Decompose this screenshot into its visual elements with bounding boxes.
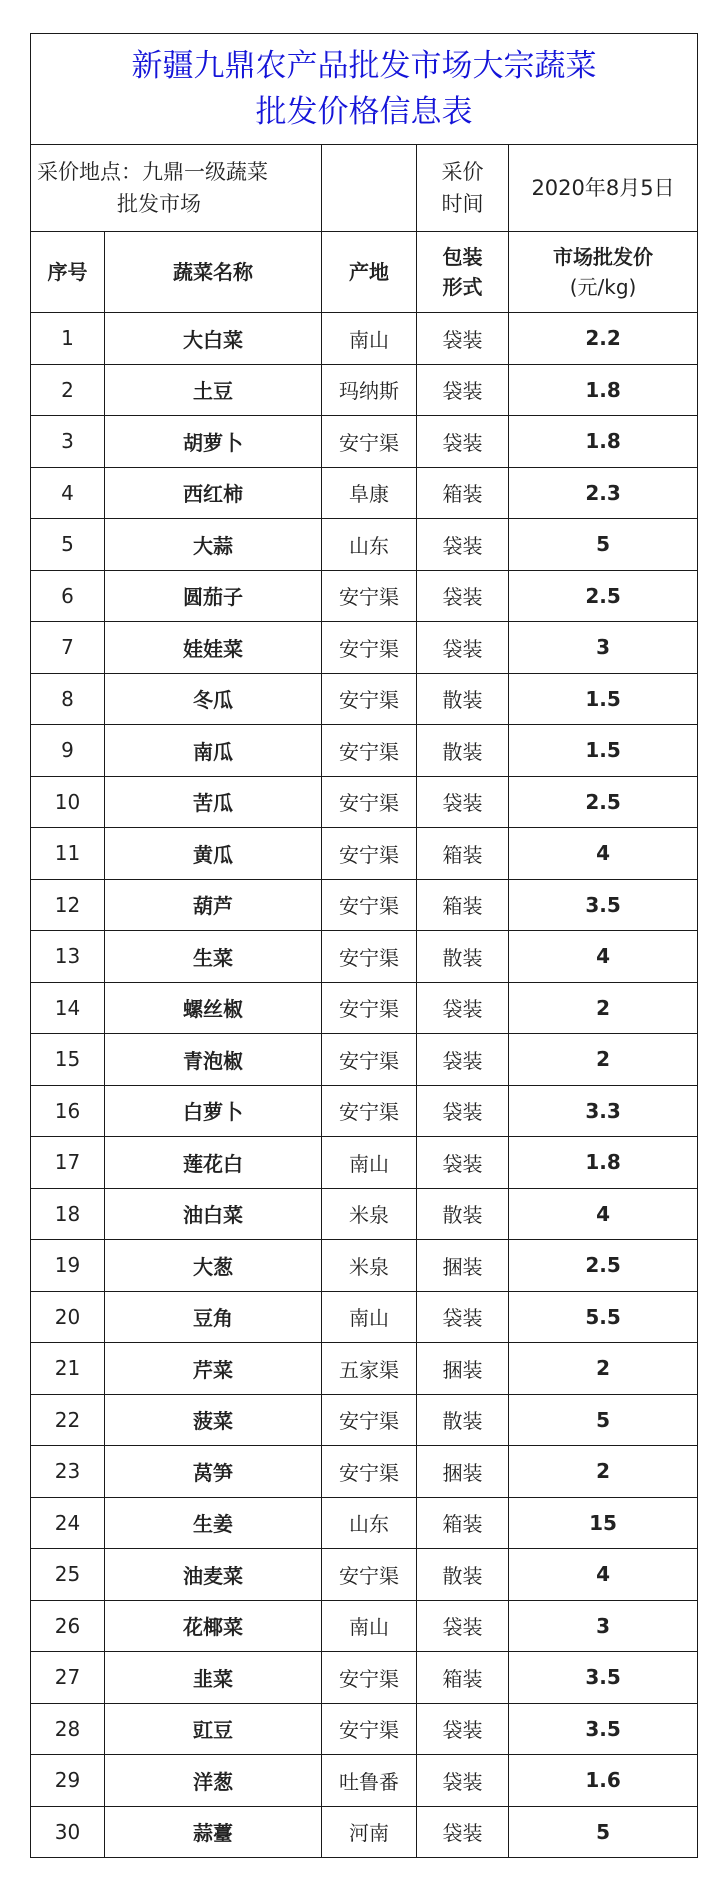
cell-packaging: 散装 (417, 1188, 509, 1240)
cell-seq: 3 (31, 416, 105, 468)
cell-vegetable-name: 苦瓜 (105, 776, 322, 828)
cell-vegetable-name: 黄瓜 (105, 828, 322, 880)
cell-seq: 19 (31, 1240, 105, 1292)
header-name: 蔬菜名称 (105, 232, 322, 313)
cell-price: 1.8 (509, 364, 698, 416)
cell-packaging: 袋装 (417, 416, 509, 468)
cell-vegetable-name: 莴笋 (105, 1446, 322, 1498)
cell-seq: 13 (31, 931, 105, 983)
cell-origin: 南山 (322, 1291, 417, 1343)
cell-packaging: 捆装 (417, 1343, 509, 1395)
table-row (31, 1085, 698, 1137)
cell-price: 15 (509, 1497, 698, 1549)
cell-vegetable-name: 螺丝椒 (105, 982, 322, 1034)
table-row (31, 1600, 698, 1652)
collection-place (31, 145, 322, 232)
cell-vegetable-name: 油麦菜 (105, 1549, 322, 1601)
cell-seq: 17 (31, 1137, 105, 1189)
cell-origin: 安宁渠 (322, 1549, 417, 1601)
cell-origin: 安宁渠 (322, 1652, 417, 1704)
cell-origin: 河南 (322, 1806, 417, 1858)
header-seq: 序号 (31, 232, 105, 313)
cell-origin: 南山 (322, 1600, 417, 1652)
header-price-line-1: 市场批发价 (553, 245, 654, 269)
cell-price: 2 (509, 1343, 698, 1395)
cell-price: 4 (509, 931, 698, 983)
cell-vegetable-name: 娃娃菜 (105, 622, 322, 674)
cell-seq: 11 (31, 828, 105, 880)
cell-origin: 安宁渠 (322, 1034, 417, 1086)
cell-seq: 24 (31, 1497, 105, 1549)
cell-origin: 阜康 (322, 467, 417, 519)
cell-vegetable-name: 白萝卜 (105, 1085, 322, 1137)
cell-origin: 安宁渠 (322, 828, 417, 880)
header-pack-line-2: 形式 (442, 275, 483, 299)
cell-seq: 5 (31, 519, 105, 571)
collection-place-line-2: 批发市场 (117, 192, 201, 216)
table-row (31, 1394, 698, 1446)
cell-vegetable-name: 花椰菜 (105, 1600, 322, 1652)
collection-time-label-line-2: 时间 (441, 192, 484, 216)
table-row (31, 1291, 698, 1343)
cell-packaging: 袋装 (417, 1034, 509, 1086)
cell-seq: 25 (31, 1549, 105, 1601)
cell-origin: 米泉 (322, 1240, 417, 1292)
table-row (31, 1755, 698, 1807)
table-row (31, 1343, 698, 1395)
cell-packaging: 袋装 (417, 570, 509, 622)
cell-price: 3.3 (509, 1085, 698, 1137)
cell-seq: 10 (31, 776, 105, 828)
cell-seq: 30 (31, 1806, 105, 1858)
cell-origin: 安宁渠 (322, 570, 417, 622)
table-row (31, 931, 698, 983)
cell-vegetable-name: 韭菜 (105, 1652, 322, 1704)
header-price-line-2: (元/kg) (569, 275, 637, 299)
table-row (31, 776, 698, 828)
cell-packaging: 捆装 (417, 1446, 509, 1498)
cell-origin: 玛纳斯 (322, 364, 417, 416)
cell-price: 3.5 (509, 1703, 698, 1755)
cell-price: 4 (509, 1549, 698, 1601)
cell-price: 5 (509, 519, 698, 571)
header-row (31, 232, 698, 313)
cell-price: 2.2 (509, 313, 698, 365)
price-table (30, 33, 698, 1858)
table-row (31, 416, 698, 468)
table-row (31, 1240, 698, 1292)
cell-origin: 米泉 (322, 1188, 417, 1240)
table-row (31, 1806, 698, 1858)
cell-packaging: 散装 (417, 1394, 509, 1446)
table-row (31, 725, 698, 777)
cell-seq: 16 (31, 1085, 105, 1137)
cell-seq: 27 (31, 1652, 105, 1704)
cell-packaging: 散装 (417, 725, 509, 777)
cell-packaging: 箱装 (417, 1497, 509, 1549)
table-row (31, 519, 698, 571)
cell-origin: 南山 (322, 313, 417, 365)
table-row (31, 467, 698, 519)
cell-price: 2 (509, 1034, 698, 1086)
table-row (31, 1497, 698, 1549)
cell-origin: 五家渠 (322, 1343, 417, 1395)
cell-price: 3.5 (509, 879, 698, 931)
cell-seq: 28 (31, 1703, 105, 1755)
cell-packaging: 袋装 (417, 1137, 509, 1189)
cell-seq: 14 (31, 982, 105, 1034)
header-price (509, 232, 698, 313)
cell-packaging: 袋装 (417, 1703, 509, 1755)
table-row (31, 828, 698, 880)
header-pack (417, 232, 509, 313)
cell-price: 4 (509, 1188, 698, 1240)
cell-vegetable-name: 莲花白 (105, 1137, 322, 1189)
cell-vegetable-name: 菠菜 (105, 1394, 322, 1446)
cell-vegetable-name: 生菜 (105, 931, 322, 983)
cell-price: 1.8 (509, 416, 698, 468)
cell-seq: 12 (31, 879, 105, 931)
cell-packaging: 袋装 (417, 622, 509, 674)
table-row (31, 1652, 698, 1704)
cell-origin: 山东 (322, 1497, 417, 1549)
cell-vegetable-name: 南瓜 (105, 725, 322, 777)
cell-packaging: 袋装 (417, 982, 509, 1034)
cell-seq: 20 (31, 1291, 105, 1343)
cell-packaging: 袋装 (417, 1291, 509, 1343)
cell-origin: 安宁渠 (322, 1085, 417, 1137)
cell-price: 2.5 (509, 776, 698, 828)
cell-vegetable-name: 生姜 (105, 1497, 322, 1549)
cell-seq: 1 (31, 313, 105, 365)
table-row (31, 879, 698, 931)
cell-vegetable-name: 葫芦 (105, 879, 322, 931)
cell-vegetable-name: 芹菜 (105, 1343, 322, 1395)
cell-packaging: 散装 (417, 1549, 509, 1601)
cell-packaging: 袋装 (417, 776, 509, 828)
cell-packaging: 袋装 (417, 364, 509, 416)
cell-origin: 安宁渠 (322, 776, 417, 828)
table-row (31, 982, 698, 1034)
cell-seq: 6 (31, 570, 105, 622)
cell-seq: 9 (31, 725, 105, 777)
cell-price: 1.5 (509, 725, 698, 777)
cell-price: 3 (509, 622, 698, 674)
cell-seq: 22 (31, 1394, 105, 1446)
cell-price: 1.6 (509, 1755, 698, 1807)
cell-price: 2.5 (509, 570, 698, 622)
info-blank-cell (322, 145, 417, 232)
cell-vegetable-name: 豆角 (105, 1291, 322, 1343)
cell-vegetable-name: 大蒜 (105, 519, 322, 571)
table-row (31, 364, 698, 416)
cell-vegetable-name: 豇豆 (105, 1703, 322, 1755)
cell-origin: 安宁渠 (322, 879, 417, 931)
collection-date: 2020年8月5日 (509, 145, 698, 232)
title-line-2: 批发价格信息表 (255, 94, 473, 130)
cell-packaging: 捆装 (417, 1240, 509, 1292)
cell-price: 1.5 (509, 673, 698, 725)
table-row (31, 1034, 698, 1086)
cell-seq: 18 (31, 1188, 105, 1240)
cell-vegetable-name: 冬瓜 (105, 673, 322, 725)
collection-time-label (417, 145, 509, 232)
cell-price: 2 (509, 982, 698, 1034)
cell-packaging: 袋装 (417, 1600, 509, 1652)
cell-price: 1.8 (509, 1137, 698, 1189)
table-row (31, 1137, 698, 1189)
cell-packaging: 散装 (417, 673, 509, 725)
table-row (31, 313, 698, 365)
cell-vegetable-name: 西红柿 (105, 467, 322, 519)
cell-packaging: 箱装 (417, 1652, 509, 1704)
cell-price: 2 (509, 1446, 698, 1498)
cell-vegetable-name: 土豆 (105, 364, 322, 416)
cell-seq: 15 (31, 1034, 105, 1086)
cell-price: 5.5 (509, 1291, 698, 1343)
collection-place-line-1: 采价地点：九鼎一级蔬菜 (37, 160, 268, 184)
cell-seq: 23 (31, 1446, 105, 1498)
cell-origin: 安宁渠 (322, 1446, 417, 1498)
cell-vegetable-name: 油白菜 (105, 1188, 322, 1240)
cell-origin: 安宁渠 (322, 982, 417, 1034)
cell-origin: 安宁渠 (322, 725, 417, 777)
table-row (31, 1446, 698, 1498)
cell-vegetable-name: 胡萝卜 (105, 416, 322, 468)
cell-origin: 安宁渠 (322, 1394, 417, 1446)
cell-origin: 安宁渠 (322, 416, 417, 468)
table-title (31, 34, 698, 145)
cell-seq: 2 (31, 364, 105, 416)
table-row (31, 570, 698, 622)
table-row (31, 1703, 698, 1755)
cell-packaging: 箱装 (417, 828, 509, 880)
cell-origin: 安宁渠 (322, 673, 417, 725)
cell-seq: 29 (31, 1755, 105, 1807)
cell-price: 3 (509, 1600, 698, 1652)
cell-vegetable-name: 大葱 (105, 1240, 322, 1292)
cell-price: 4 (509, 828, 698, 880)
cell-origin: 山东 (322, 519, 417, 571)
cell-vegetable-name: 洋葱 (105, 1755, 322, 1807)
cell-seq: 7 (31, 622, 105, 674)
cell-packaging: 袋装 (417, 313, 509, 365)
table-row (31, 1188, 698, 1240)
info-row (31, 145, 698, 232)
header-origin: 产地 (322, 232, 417, 313)
cell-seq: 8 (31, 673, 105, 725)
cell-vegetable-name: 青泡椒 (105, 1034, 322, 1086)
cell-seq: 21 (31, 1343, 105, 1395)
cell-origin: 安宁渠 (322, 622, 417, 674)
table-row (31, 673, 698, 725)
cell-vegetable-name: 圆茄子 (105, 570, 322, 622)
cell-price: 5 (509, 1806, 698, 1858)
cell-origin: 南山 (322, 1137, 417, 1189)
cell-packaging: 箱装 (417, 879, 509, 931)
cell-packaging: 散装 (417, 931, 509, 983)
table-row (31, 622, 698, 674)
collection-time-label-line-1: 采价 (441, 160, 484, 184)
cell-origin: 安宁渠 (322, 1703, 417, 1755)
cell-seq: 26 (31, 1600, 105, 1652)
cell-vegetable-name: 大白菜 (105, 313, 322, 365)
cell-price: 5 (509, 1394, 698, 1446)
cell-origin: 安宁渠 (322, 931, 417, 983)
cell-vegetable-name: 蒜薹 (105, 1806, 322, 1858)
cell-packaging: 袋装 (417, 1755, 509, 1807)
cell-price: 2.5 (509, 1240, 698, 1292)
cell-packaging: 箱装 (417, 467, 509, 519)
title-line-1: 新疆九鼎农产品批发市场大宗蔬菜 (131, 48, 597, 84)
cell-seq: 4 (31, 467, 105, 519)
title-row (31, 34, 698, 145)
cell-origin: 吐鲁番 (322, 1755, 417, 1807)
cell-price: 2.3 (509, 467, 698, 519)
header-pack-line-1: 包装 (442, 245, 483, 269)
cell-price: 3.5 (509, 1652, 698, 1704)
cell-packaging: 袋装 (417, 1806, 509, 1858)
cell-packaging: 袋装 (417, 1085, 509, 1137)
cell-packaging: 袋装 (417, 519, 509, 571)
table-row (31, 1549, 698, 1601)
